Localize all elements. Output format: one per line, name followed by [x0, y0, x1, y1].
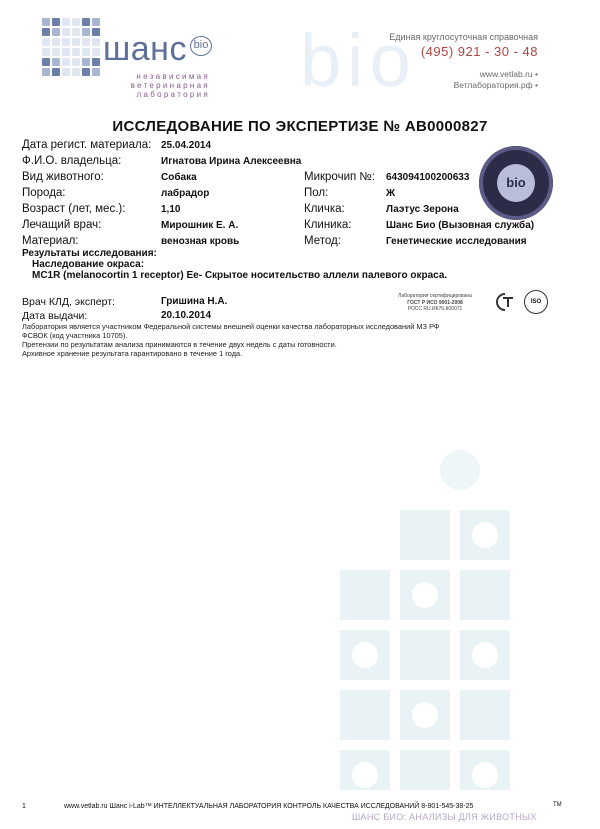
reg-date-label: Дата регист. материала:	[22, 139, 152, 151]
logo-bio-badge: bio	[190, 36, 212, 56]
note-line: ФСВОК (код участника 10705).	[22, 331, 128, 340]
logo-mark	[42, 18, 100, 76]
cert-line: РОСС RU.ИК76.К00071	[407, 306, 463, 312]
clinic-value: Шанс Био (Вызовная служба)	[386, 220, 535, 231]
species-label: Вид животного:	[22, 171, 104, 183]
owner-label: Ф.И.О. владельца:	[22, 155, 122, 167]
nick-value: Лаэтус Зерона	[386, 204, 459, 215]
logo-sub-line: ветеринарная	[130, 81, 210, 90]
expert-value: Гришина Н.А.	[161, 296, 228, 307]
sex-value: Ж	[386, 188, 396, 199]
website-link: www.vetlab.ru •	[479, 69, 538, 79]
material-value: венозная кровь	[161, 236, 240, 247]
clinic-label: Клиника:	[304, 219, 352, 231]
phone-number: (495) 921 - 30 - 48	[420, 44, 538, 59]
material-label: Материал:	[22, 235, 79, 247]
background-pattern	[340, 450, 560, 800]
sex-label: Пол:	[304, 187, 329, 199]
chip-value: 643094100200633	[386, 172, 470, 183]
results-line: MC1R (melanocortin 1 receptor) Ее- Скрытое носительство аллели палевого окраса.	[32, 270, 448, 281]
cert-line: ГОСТ Р ИСО 9001-2008	[407, 299, 463, 306]
footer-brand: ШАНС БИО: АНАЛИЗЫ ДЛЯ ЖИВОТНЫХ	[352, 812, 537, 822]
logo-sub-line: независимая	[136, 72, 210, 81]
certification-text	[380, 293, 490, 313]
issue-date-label: Дата выдачи:	[22, 310, 88, 322]
doctor-value: Мирошник Е. А.	[161, 220, 239, 231]
seal-center: bio	[497, 164, 535, 202]
age-value: 1,10	[161, 204, 181, 215]
doctor-label: Лечащий врач:	[22, 219, 102, 231]
reg-date-value: 25.04.2014	[161, 140, 212, 151]
issue-date-value: 20.10.2014	[161, 310, 212, 321]
document-title: ИССЛЕДОВАНИЕ ПО ЭКСПЕРТИЗЕ № АВ0000827	[112, 118, 488, 135]
laboratory-seal	[479, 146, 553, 220]
contact-block	[298, 32, 538, 90]
method-label: Метод:	[304, 235, 341, 247]
chip-label: Микрочип №:	[304, 171, 375, 183]
note-line: Архивное хранение результата гарантировано в течение 1 года.	[22, 349, 243, 358]
logo-name: шанс	[103, 30, 187, 68]
logo-sub-line: лаборатория	[136, 90, 210, 99]
logo-subtitle	[120, 72, 210, 99]
rst-certification-icon	[495, 293, 517, 311]
nick-label: Кличка:	[304, 203, 345, 215]
expert-label: Врач КЛД, эксперт:	[22, 296, 115, 308]
results-heading: Результаты исследования:	[22, 248, 157, 259]
cert-line: Лаборатория сертифицирована	[398, 293, 472, 299]
bio-watermark: bio	[300, 19, 417, 102]
age-label: Возраст (лет, мес.):	[22, 203, 126, 215]
owner-value: Игнатова Ирина Алексеевна	[161, 156, 302, 167]
note-line: Лаборатория является участником Федеральной системы внешней оценки качества лабораторных исследований МЗ РФ	[22, 322, 440, 331]
website-link-rf: Ветлаборатория.рф •	[453, 80, 538, 90]
breed-label: Порода:	[22, 187, 66, 199]
method-value: Генетические исследования	[386, 236, 527, 247]
note-line: Претензии по результатам анализа принимаются в течение двух недель с даты готовности.	[22, 340, 337, 349]
results-subheading: Наследование окраса:	[32, 259, 145, 270]
breed-value: лабрадор	[161, 188, 210, 199]
service-label: Единая круглосуточная справочная	[389, 32, 538, 42]
footer-trademark: TM	[553, 802, 562, 808]
species-value: Собака	[161, 172, 197, 183]
page-number: 1	[22, 803, 26, 810]
footer-text: www.vetlab.ru Шанс i-Lab™ ИНТЕЛЛЕКТУАЛЬНАЯ ЛАБОРАТОРИЯ КОНТРОЛЬ КАЧЕСТВА ИССЛЕДОВАНИЙ 8-901-545-38-25	[64, 803, 474, 810]
iso-badge-icon: ISO	[524, 290, 548, 314]
